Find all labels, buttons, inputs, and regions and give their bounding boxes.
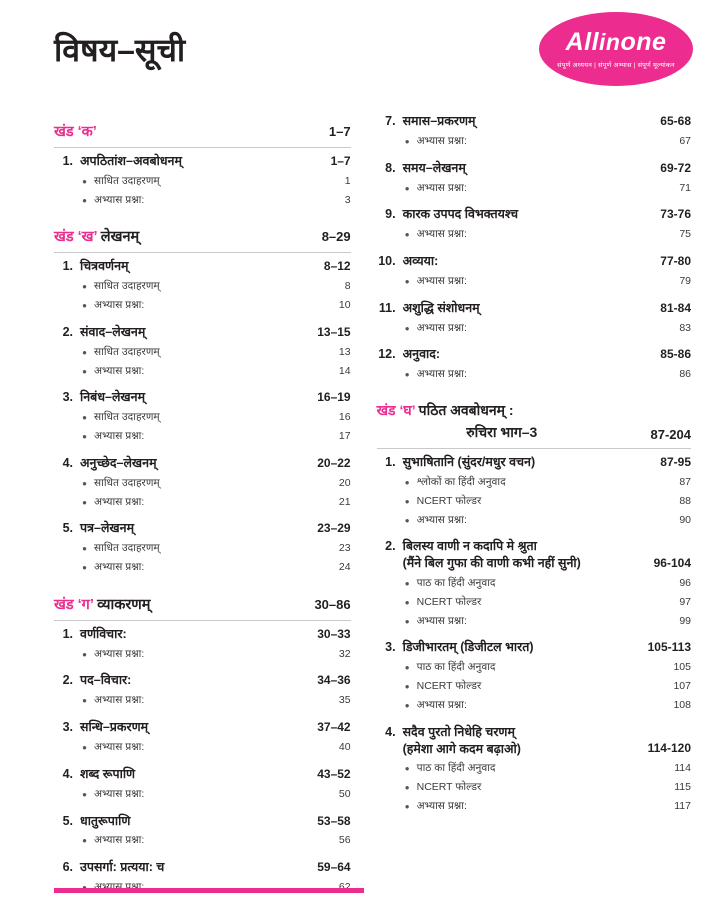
logo-wordmark	[565, 27, 667, 56]
subentry-page: 71	[679, 181, 691, 194]
section-title	[54, 226, 139, 246]
subentry-page: 1	[344, 174, 351, 187]
subentry-page: 20	[338, 476, 351, 489]
chapter-title: सुभाषितानि (सुंदर/मधुर वचन)	[402, 455, 536, 470]
subentry-page: 50	[338, 787, 351, 800]
chapter-title-line2: (हमेशा आगे कदम बढ़ाओ)	[402, 741, 521, 756]
chapter-pages: 37–42	[317, 720, 351, 735]
toc-subentry-row[interactable]	[377, 797, 691, 816]
bullet-icon: ●	[404, 183, 410, 193]
toc-subentry-row[interactable]	[377, 778, 691, 797]
chapter-pages: 8–12	[323, 259, 351, 274]
chapter-number: 11.	[378, 300, 396, 315]
subentry-page: 117	[674, 800, 691, 813]
chapter-number: 4.	[62, 766, 73, 781]
chapter-title: समास–प्रकरणम्	[402, 114, 476, 128]
toc-chapter-row[interactable]	[377, 634, 691, 658]
subentry-title: साधित उदाहरणम्	[94, 345, 160, 358]
toc-chapter-row[interactable]	[54, 761, 351, 785]
chapter-number: 9.	[385, 207, 396, 222]
subentry-title: अभ्यास प्रश्ना:	[416, 321, 467, 334]
chapter-title: संवाद–लेखनम्	[80, 324, 146, 339]
chapter-title: चित्रवर्णनम्	[80, 259, 129, 274]
subentry-title: अभ्यास प्रश्ना:	[416, 614, 467, 627]
allinone-logo	[539, 12, 693, 86]
toc-chapter-row[interactable]	[54, 319, 351, 343]
subentry-title: पाठ का हिंदी अनुवाद	[416, 577, 496, 590]
page-header	[0, 0, 719, 96]
logo-tagline-1: संपूर्ण अध्ययन	[557, 61, 593, 69]
section-title-pink: खंड ‘ख’	[54, 229, 98, 246]
bullet-icon: ●	[82, 347, 87, 357]
toc-subentry-row[interactable]	[54, 558, 351, 577]
toc-subentry-row[interactable]	[54, 738, 351, 757]
section-title-black: व्याकरणम्	[93, 596, 151, 613]
toc-chapter-row[interactable]	[377, 719, 691, 760]
chapter-title: अपठितांश–अवबोधनम्	[80, 154, 182, 168]
logo-text-one: one	[620, 27, 667, 56]
bullet-icon: ●	[404, 663, 410, 673]
subentry-title: अभ्यास प्रश्ना:	[416, 274, 467, 287]
subentry-page: 96	[679, 577, 691, 590]
subentry-page: 32	[338, 647, 351, 660]
chapter-title: पत्र–लेखनम्	[80, 521, 135, 536]
section-title	[377, 401, 691, 420]
subentry-page: 67	[679, 134, 691, 147]
chapter-title: शब्द रूपाणि	[80, 766, 136, 781]
subentry-title: अभ्यास प्रश्ना:	[416, 513, 467, 526]
chapter-title: सन्धि–प्रकरणम्	[80, 720, 149, 735]
section-title-black: लेखनम्	[97, 229, 140, 246]
chapter-pages: 87-95	[660, 455, 691, 470]
toc-section-header[interactable]	[54, 587, 351, 621]
section-title-pink: खंड ‘घ’	[376, 402, 416, 419]
toc-chapter-row[interactable]	[377, 201, 691, 225]
toc-chapter-row[interactable]	[54, 253, 351, 277]
bullet-icon: ●	[404, 579, 410, 589]
subentry-page: 107	[673, 680, 691, 693]
toc-subentry-row[interactable]	[54, 277, 351, 296]
subentry-page: 35	[338, 694, 351, 707]
subentry-title: अभ्यास प्रश्ना:	[94, 299, 145, 312]
subentry-page: 83	[679, 321, 691, 334]
section-title-pink: खंड ‘क’	[54, 124, 97, 140]
subentry-title: अभ्यास प्रश्ना:	[94, 647, 145, 660]
subentry-page: 86	[679, 368, 691, 381]
subentry-title: अभ्यास प्रश्ना:	[94, 193, 145, 206]
subentry-page: 13	[338, 345, 351, 358]
bullet-icon: ●	[404, 700, 410, 710]
chapter-number: 4.	[62, 455, 73, 470]
subentry-title: साधित उदाहरणम्	[94, 411, 160, 424]
toc-subentry-row[interactable]	[377, 759, 691, 778]
toc-subentry-row[interactable]	[377, 593, 691, 612]
bullet-icon: ●	[404, 323, 410, 333]
toc-subentry-row[interactable]	[377, 492, 691, 511]
bullet-icon: ●	[404, 783, 410, 793]
subentry-page: 23	[338, 542, 351, 555]
toc-subentry-row[interactable]	[54, 408, 351, 427]
chapter-title-line2: (मैंने बिल गुफा की वाणी कभी नहीं सुनी)	[402, 556, 581, 571]
toc-chapter-row[interactable]	[54, 450, 351, 474]
chapter-title: अनुच्छेद–लेखनम्	[80, 455, 157, 470]
chapter-number: 1.	[62, 154, 73, 168]
section-title-pink: खंड ‘ग’	[54, 596, 94, 613]
chapter-number: 2.	[385, 539, 396, 554]
toc-section-header[interactable]	[377, 394, 691, 449]
subentry-title: अभ्यास प्रश्ना:	[94, 364, 145, 377]
subentry-title: NCERT फोल्डर	[416, 680, 482, 693]
bullet-icon: ●	[82, 836, 87, 846]
chapter-title: समय–लेखनम्	[402, 160, 466, 175]
chapter-pages: 43–52	[317, 766, 351, 781]
logo-tagline: संपूर्ण अध्ययन | संपूर्ण अभ्यास | संपूर्ण मूल्यांकन	[557, 61, 675, 69]
subentry-page: 90	[679, 513, 691, 526]
subentry-page: 3	[344, 193, 351, 206]
toc-subentry-row[interactable]	[54, 474, 351, 493]
bullet-icon: ●	[404, 496, 410, 506]
toc-subentry-row[interactable]	[54, 191, 351, 210]
chapter-pages: 96-104	[653, 556, 691, 571]
toc-chapter-row[interactable]	[54, 714, 351, 738]
chapter-title: निबंध–लेखनम्	[80, 390, 146, 405]
chapter-pages: 105-113	[647, 640, 691, 655]
subentry-title: अभ्यास प्रश्ना:	[94, 495, 145, 508]
toc-chapter-row[interactable]	[377, 341, 691, 365]
bullet-icon: ●	[82, 789, 87, 799]
subentry-title: पाठ का हिंदी अनुवाद	[416, 661, 496, 674]
chapter-number: 4.	[385, 724, 396, 739]
chapter-pages: 30–33	[317, 626, 351, 641]
subentry-title: साधित उदाहरणम्	[94, 280, 160, 293]
subentry-page: 97	[679, 595, 691, 608]
footer-rule	[54, 888, 364, 893]
page-title: विषय–सूची	[54, 32, 186, 68]
subentry-title: पाठ का हिंदी अनुवाद	[416, 762, 496, 775]
row-spacer	[54, 897, 351, 901]
row-spacer	[377, 816, 691, 820]
subentry-title: NCERT फोल्डर	[416, 781, 482, 794]
subentry-page: 24	[338, 561, 351, 574]
bullet-icon: ●	[82, 282, 87, 292]
toc-subentry-row[interactable]	[377, 473, 691, 492]
bullet-icon: ●	[82, 366, 87, 376]
chapter-pages: 77-80	[660, 254, 691, 269]
toc-chapter-row[interactable]	[377, 295, 691, 319]
toc-subentry-row[interactable]	[377, 225, 691, 244]
chapter-pages: 59–64	[317, 860, 351, 875]
toc-subentry-row[interactable]	[54, 493, 351, 512]
subentry-page: 88	[679, 494, 691, 507]
section-pages: 30–86	[314, 596, 351, 612]
subentry-title: अभ्यास प्रश्ना:	[94, 834, 145, 847]
bullet-icon: ●	[82, 563, 87, 573]
subentry-title: अभ्यास प्रश्ना:	[416, 698, 467, 711]
chapter-number: 6.	[62, 860, 73, 875]
chapter-pages: 20–22	[317, 455, 351, 470]
section-title-black: पठित अवबोधनम् :	[415, 402, 514, 419]
subentry-title: अभ्यास प्रश्ना:	[94, 561, 145, 574]
bullet-icon: ●	[404, 136, 410, 146]
subentry-title: साधित उदाहरणम्	[94, 476, 160, 489]
toc-subentry-row[interactable]	[377, 272, 691, 291]
chapter-number: 5.	[62, 521, 73, 536]
subentry-page: 40	[338, 741, 351, 754]
chapter-pages: 81-84	[660, 300, 691, 315]
toc-subentry-row[interactable]	[377, 365, 691, 384]
chapter-number: 3.	[385, 640, 396, 655]
section-title	[54, 121, 97, 141]
bullet-icon: ●	[82, 301, 87, 311]
section-pages: 8–29	[321, 229, 351, 245]
toc-subentry-row[interactable]	[54, 831, 351, 850]
subentry-page: 99	[679, 614, 691, 627]
section-title	[54, 594, 150, 614]
section-pages: 1–7	[328, 124, 351, 139]
toc-subentry-row[interactable]	[54, 343, 351, 362]
chapter-number: 10.	[378, 254, 396, 269]
chapter-number: 1.	[62, 626, 73, 641]
subentry-page: 21	[338, 495, 351, 508]
bullet-icon: ●	[404, 764, 410, 774]
subentry-title: अभ्यास प्रश्ना:	[94, 694, 145, 707]
toc-chapter-row[interactable]	[377, 108, 691, 132]
bullet-icon: ●	[404, 370, 410, 380]
toc-chapter-row[interactable]	[54, 667, 351, 691]
chapter-title: अव्यया:	[402, 254, 439, 269]
toc-chapter-row[interactable]	[54, 148, 351, 172]
subentry-title: अभ्यास प्रश्ना:	[416, 181, 467, 194]
chapter-pages: 73-76	[660, 207, 691, 222]
logo-tagline-3: संपूर्ण मूल्यांकन	[637, 61, 675, 69]
toc-chapter-row[interactable]	[54, 515, 351, 539]
bullet-icon: ●	[82, 195, 87, 205]
toc-chapter-row[interactable]	[377, 155, 691, 179]
chapter-title: कारक उपपद विभक्तयश्च	[402, 207, 519, 222]
subentry-page: 114	[674, 762, 691, 775]
chapter-pages: 13–15	[317, 324, 351, 339]
bullet-icon: ●	[82, 176, 87, 186]
bullet-icon: ●	[82, 432, 87, 442]
toc-subentry-row[interactable]	[54, 645, 351, 664]
subentry-page: 108	[673, 698, 691, 711]
chapter-pages: 114-120	[647, 741, 691, 756]
toc-subentry-row[interactable]	[54, 427, 351, 446]
subentry-title: NCERT फोल्डर	[416, 595, 482, 608]
logo-tagline-2: संपूर्ण अभ्यास	[597, 61, 632, 69]
chapter-number: 1.	[385, 455, 396, 470]
chapter-title: अशुद्धि संशोधनम्	[402, 300, 480, 315]
toc-subentry-row[interactable]	[377, 319, 691, 338]
toc-section-header[interactable]	[54, 114, 351, 148]
bullet-icon: ●	[404, 515, 410, 525]
row-spacer	[54, 577, 351, 581]
logo-text-all: All	[565, 27, 600, 56]
subentry-page: 14	[338, 364, 351, 377]
toc-subentry-row[interactable]	[377, 658, 691, 677]
toc-chapter-row[interactable]	[54, 384, 351, 408]
chapter-number: 2.	[62, 673, 73, 688]
toc-subentry-row[interactable]	[377, 132, 691, 151]
toc-chapter-row[interactable]	[377, 248, 691, 272]
toc-subentry-row[interactable]	[54, 296, 351, 315]
toc-subentry-row[interactable]	[377, 696, 691, 715]
subentry-title: साधित उदाहरणम्	[94, 542, 160, 555]
subentry-page: 56	[338, 834, 351, 847]
chapter-number: 2.	[62, 324, 73, 339]
subentry-title: साधित उदाहरणम्	[94, 174, 160, 187]
row-spacer	[54, 209, 351, 213]
toc-subentry-row[interactable]	[54, 362, 351, 381]
chapter-title: सदैव पुरतो निधेहि चरणम् (हमेशा आगे कदम बढ़ाओ)	[403, 724, 640, 758]
subentry-title: अभ्यास प्रश्ना:	[94, 787, 145, 800]
chapter-title: डिजीभारतम् (डिजीटल भारत)	[402, 640, 534, 655]
toc-column-left	[54, 108, 351, 901]
subentry-title: अभ्यास प्रश्ना:	[94, 741, 145, 754]
bullet-icon: ●	[82, 696, 87, 706]
chapter-pages: 65-68	[660, 114, 691, 128]
subentry-title: अभ्यास प्रश्ना:	[416, 228, 467, 241]
subentry-page: 87	[679, 475, 691, 488]
chapter-number: 8.	[385, 160, 396, 175]
chapter-number: 3.	[62, 720, 73, 735]
bullet-icon: ●	[404, 276, 410, 286]
chapter-pages: 16–19	[317, 390, 351, 405]
toc-chapter-row[interactable]	[377, 449, 691, 473]
bullet-icon: ●	[82, 743, 87, 753]
bullet-icon: ●	[404, 477, 410, 487]
chapter-number: 3.	[62, 390, 73, 405]
section-pages: 87-204	[650, 427, 691, 443]
toc-chapter-row[interactable]	[54, 621, 351, 645]
toc-columns	[0, 108, 719, 901]
chapter-number: 1.	[62, 259, 73, 274]
section-subtitle: रुचिरा भाग–3	[466, 424, 538, 441]
chapter-title: वर्णविचार:	[80, 626, 127, 641]
subentry-page: 10	[338, 299, 351, 312]
bullet-icon: ●	[82, 497, 87, 507]
row-spacer	[377, 384, 691, 388]
subentry-page: 115	[674, 781, 691, 794]
subentry-title: श्लोकों का हिंदी अनुवाद	[416, 475, 506, 488]
subentry-page: 75	[679, 228, 691, 241]
subentry-title: NCERT फोल्डर	[416, 494, 482, 507]
chapter-number: 12.	[378, 347, 396, 362]
subentry-title: अभ्यास प्रश्ना:	[416, 800, 467, 813]
chapter-title: उपसर्गा: प्रत्यया: च	[80, 860, 165, 875]
bullet-icon: ●	[82, 649, 87, 659]
chapter-pages: 69-72	[660, 160, 691, 175]
toc-subentry-row[interactable]	[377, 179, 691, 198]
chapter-title: बिलस्य वाणी न कदापि मे श्रुता (मैंने बिल गुफा की वाणी कभी नहीं सुनी)	[403, 538, 646, 572]
bullet-icon: ●	[82, 413, 87, 423]
toc-subentry-row[interactable]	[377, 677, 691, 696]
bullet-icon: ●	[404, 616, 410, 626]
bullet-icon: ●	[404, 682, 410, 692]
toc-subentry-row[interactable]	[54, 172, 351, 191]
toc-subentry-row[interactable]	[54, 691, 351, 710]
toc-column-right	[377, 108, 691, 901]
subentry-page: 8	[344, 280, 351, 293]
toc-section-header[interactable]	[54, 219, 351, 253]
toc-subentry-row[interactable]	[54, 539, 351, 558]
toc-subentry-row[interactable]	[377, 511, 691, 530]
toc-subentry-row[interactable]	[377, 612, 691, 631]
subentry-title: अभ्यास प्रश्ना:	[416, 134, 467, 147]
toc-chapter-row[interactable]	[54, 808, 351, 832]
chapter-title: धातुरूपाणि	[80, 813, 131, 828]
bullet-icon: ●	[82, 478, 87, 488]
subentry-page: 16	[338, 411, 351, 424]
toc-chapter-row[interactable]	[54, 854, 351, 878]
chapter-pages: 34–36	[317, 673, 351, 688]
toc-chapter-row[interactable]	[377, 533, 691, 574]
bullet-icon: ●	[82, 544, 87, 554]
chapter-title: अनुवाद:	[402, 347, 441, 362]
chapter-pages: 85-86	[660, 347, 691, 362]
subentry-page: 17	[338, 430, 351, 443]
logo-text-in: in	[599, 28, 621, 55]
bullet-icon: ●	[404, 230, 410, 240]
subentry-title: अभ्यास प्रश्ना:	[416, 368, 467, 381]
subentry-page: 105	[673, 661, 691, 674]
chapter-number: 7.	[385, 114, 396, 128]
subentry-page: 79	[679, 274, 691, 287]
subentry-title: अभ्यास प्रश्ना:	[94, 430, 145, 443]
toc-subentry-row[interactable]	[377, 574, 691, 593]
chapter-pages: 1–7	[330, 154, 351, 168]
chapter-number: 5.	[62, 813, 73, 828]
chapter-pages: 53–58	[317, 813, 351, 828]
bullet-icon: ●	[404, 802, 410, 812]
bullet-icon: ●	[404, 597, 410, 607]
toc-subentry-row[interactable]	[54, 785, 351, 804]
chapter-pages: 23–29	[317, 521, 351, 536]
chapter-title: पद–विचार:	[80, 673, 132, 688]
